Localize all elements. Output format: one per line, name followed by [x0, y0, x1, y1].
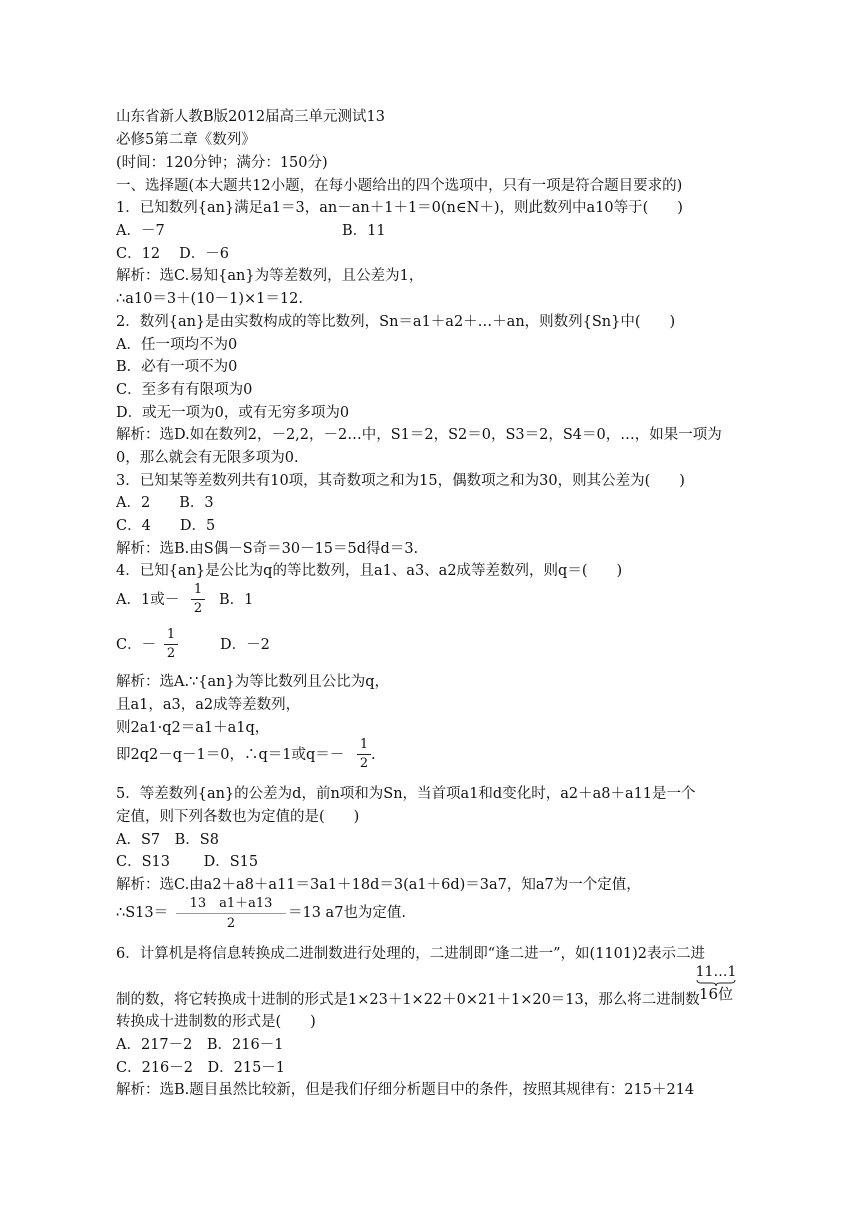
- q4-option-b: B．1: [219, 592, 254, 608]
- q2-option-a: A．任一项均不为0: [116, 337, 238, 353]
- doc-title: 山东省新人教B版2012届高三单元测试13: [116, 109, 386, 125]
- q6-stem-line3: 转换成十进制数的形式是( ): [116, 1014, 316, 1030]
- q2-answer-line1: 解析：选D.如在数列2，－2,2，－2…中，S1＝2，S2＝0，S3＝2，S4＝0，…，如果一项为: [116, 427, 722, 443]
- q1-answer-line1: 解析：选C.易知{an}为等差数列，且公差为1，: [116, 268, 424, 284]
- q4-option-c: C．－: [116, 637, 157, 653]
- q4-answer-fraction-numerator: 1: [359, 737, 369, 752]
- q3-option-cd: C．4 D．5: [116, 518, 216, 534]
- q4-option-a-fraction-bar: [191, 599, 205, 600]
- q4-answer-fraction-denominator: 2: [359, 756, 369, 771]
- doc-subtitle: 必修5第二章《数列》: [116, 132, 256, 148]
- q1-answer-line2: ∴a10＝3＋(10－1)×1＝12.: [116, 291, 303, 307]
- q2-answer-line2: 0，那么就会有无限多项为0.: [116, 450, 299, 466]
- q4-answer-period: .: [371, 747, 376, 763]
- q2-option-c: C．至多有有限项为0: [116, 382, 253, 398]
- q5-answer-line2-end: ＝13 a7也为定值.: [288, 905, 407, 921]
- q5-stem-line1: 5．等差数列{an}的公差为d，前n项和为Sn，当首项a1和d变化时，a2＋a8＋a11是一个: [116, 786, 696, 802]
- q4-option-d: D．－2: [220, 637, 270, 653]
- q4-option-c-fraction-denominator: 2: [166, 646, 176, 661]
- q4-stem: 4．已知{an}是公比为q的等比数列，且a1、a3、a2成等差数列，则q＝( ): [116, 563, 623, 579]
- q6-brace-digits: 11…1: [695, 964, 737, 980]
- q4-answer-line2: 且a1，a3，a2成等差数列，: [116, 697, 301, 713]
- q5-stem-line2: 定值，则下列各数也为定值的是( ): [116, 809, 360, 825]
- q4-answer-fraction-bar: [357, 754, 371, 755]
- q4-answer-line3: 则2a1·q2＝a1＋a1q，: [116, 720, 270, 736]
- q4-option-c-fraction-bar: [164, 644, 178, 645]
- q2-option-d: D．或无一项为0，或有无穷多项为0: [116, 405, 350, 421]
- q4-option-c-fraction-numerator: 1: [166, 627, 176, 642]
- q4-option-a: A．1或－: [116, 592, 180, 608]
- q3-answer: 解析：选B.由S偶－S奇＝30－15＝5d得d＝3.: [116, 541, 419, 557]
- q4-answer-line4: 即2q2－q－1＝0，∴q＝1或q＝－: [116, 747, 345, 763]
- q4-option-a-fraction-numerator: 1: [193, 582, 203, 597]
- q5-answer-fraction-numerator: 13 a1＋a13: [189, 896, 273, 911]
- q6-stem-line1: 6．计算机是将信息转换成二进制数进行处理的，二进制即“逢二进一”，如(1101)2表示二进: [116, 946, 705, 962]
- q1-option-cd: C．12 D．－6: [116, 246, 230, 262]
- q5-answer-fraction-bar: [176, 913, 286, 914]
- q2-option-b: B．必有一项不为0: [116, 359, 238, 375]
- q5-answer-fraction-denominator: 2: [226, 916, 236, 931]
- q6-option-cd: C．216－2 D．215－1: [116, 1060, 286, 1076]
- exam-info: (时间：120分钟；满分：150分): [116, 155, 328, 171]
- q5-answer-line2: ∴S13＝: [116, 905, 169, 921]
- section-heading: 一、选择题(本大题共12小题，在每小题给出的四个选项中，只有一项是符合题目要求的): [116, 178, 683, 194]
- q3-stem: 3．已知某等差数列共有10项，其奇数项之和为15，偶数项之和为30，则其公差为( ): [116, 473, 685, 489]
- q5-option-cd: C．S13 D．S15: [116, 854, 259, 870]
- q1-stem: 1．已知数列{an}满足a1＝3，an－an＋1＋1＝0(n∈N＋)，则此数列中a10等于( ): [116, 200, 683, 216]
- q3-option-ab: A．2 B．3: [116, 495, 214, 511]
- q5-option-ab: A．S7 B．S8: [116, 832, 219, 848]
- q2-stem: 2．数列{an}是由实数构成的等比数列，Sn＝a1＋a2＋…＋an，则数列{Sn}中( ): [116, 314, 676, 330]
- q6-brace-label: 16位: [698, 985, 734, 1003]
- q4-answer-line1: 解析：选A.∵{an}为等比数列且公比为q，: [116, 674, 390, 690]
- q6-stem-line2: 制的数，将它转换成十进制的形式是1×23＋1×22＋0×21＋1×20＝13，那么将二进制数: [116, 992, 700, 1008]
- q6-option-ab: A．217－2 B．216－1: [116, 1037, 284, 1053]
- q6-answer-line1: 解析：选B.题目虽然比较新，但是我们仔细分析题目中的条件，按照其规律有：215＋214: [116, 1082, 695, 1098]
- q5-answer-line1: 解析：选C.由a2＋a8＋a11＝3a1＋18d＝3(a1＋6d)＝3a7，知a7为一个定值，: [116, 877, 641, 893]
- q4-option-a-fraction-denominator: 2: [193, 601, 203, 616]
- q1-option-b: B．11: [342, 223, 386, 239]
- q1-option-a: A．－7: [116, 223, 165, 239]
